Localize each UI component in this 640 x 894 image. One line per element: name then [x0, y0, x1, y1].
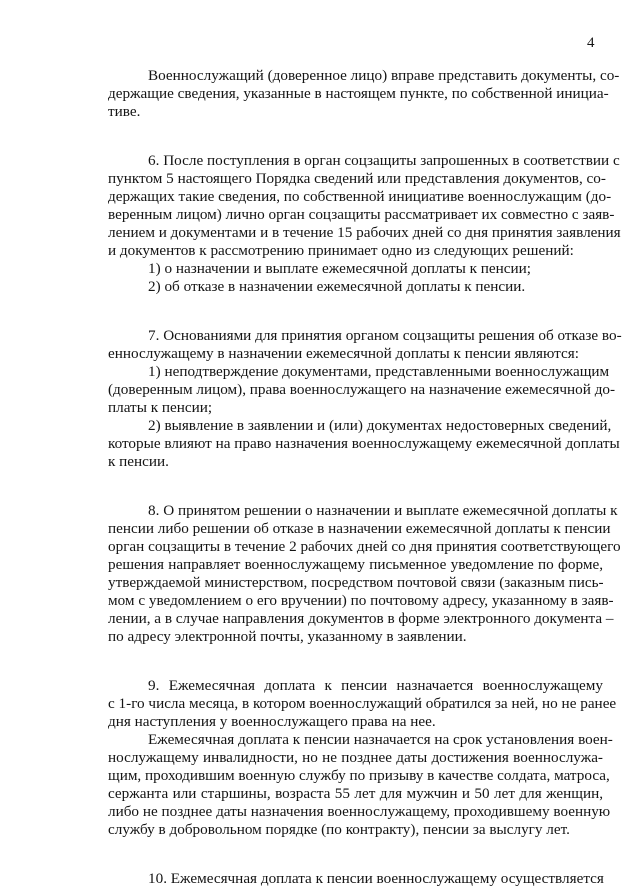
text-line: 2) выявление в заявлении и (или) документах недостоверных сведений, — [148, 417, 612, 434]
text-line: 9. Ежемесячная доплата к пенсии назначается военнослужащему — [148, 677, 603, 694]
text-line: 2) об отказе в назначении ежемесячной доплаты к пенсии. — [148, 278, 526, 295]
text-line: которые влияют на право назначения военнослужащему ежемесячной доплаты — [108, 435, 620, 452]
text-line: еннослужащему в назначении ежемесячной доплаты к пенсии являются: — [108, 345, 579, 362]
text-line: пенсии либо решении об отказе в назначении ежемесячной доплаты к пенсии — [108, 520, 611, 537]
text-line: по адресу электронной почты, указанному в заявлении. — [108, 628, 467, 645]
text-line: утверждаемой министерством, посредством почтовой связи (заказным пись- — [108, 574, 604, 591]
text-line: решения направляет военнослужащему письменное уведомление по форме, — [108, 556, 603, 573]
text-line: дня наступления у военнослужащего права на нее. — [108, 713, 436, 730]
text-line: 7. Основаниями для принятия органом соцзащиты решения об отказе во- — [148, 327, 622, 344]
text-line: 1) о назначении и выплате ежемесячной доплаты к пенсии; — [148, 260, 531, 277]
text-line: к пенсии. — [108, 453, 169, 470]
text-line: орган соцзащиты в течение 2 рабочих дней со дня принятия соответствующего — [108, 538, 621, 555]
text-line: лении, а в случае направления документов в форме электронного документа – — [108, 610, 614, 627]
text-line: с 1-го числа месяца, в котором военнослужащий обратился за ней, но не ранее — [108, 695, 617, 712]
text-line: 1) неподтверждение документами, представленными военнослужащим — [148, 363, 610, 380]
text-line: лением и документами и в течение 15 рабочих дней со дня принятия заявления — [108, 224, 621, 241]
text-line: Военнослужащий (доверенное лицо) вправе представить документы, со- — [148, 67, 620, 84]
text-line: пунктом 5 настоящего Порядка сведений или представления документов, со- — [108, 170, 606, 187]
text-line: веренным лицом) лично орган соцзащиты рассматривает их совместно с заяв- — [108, 206, 615, 223]
text-line: и документов к рассмотрению принимает одно из следующих решений: — [108, 242, 574, 259]
text-line: держащие сведения, указанные в настоящем пункте, по собственной инициа- — [108, 85, 609, 102]
text-line: тиве. — [108, 103, 141, 120]
text-line: (доверенным лицом), права военнослужащего на назначение ежемесячной до- — [108, 381, 616, 398]
text-line: 8. О принятом решении о назначении и выплате ежемесячной доплаты к — [148, 502, 618, 519]
text-line: 6. После поступления в орган соцзащиты запрошенных в соответствии с — [148, 152, 620, 169]
text-line: щим, проходившим военную службу по призыву в качестве солдата, матроса, — [108, 767, 610, 784]
text-line: нослужащему инвалидности, но не позднее даты достижения военнослужа- — [108, 749, 603, 766]
text-line: 10. Ежемесячная доплата к пенсии военнослужащему осуществляется — [148, 870, 604, 887]
text-line: либо не позднее даты назначения военнослужащему, проходившему военную — [108, 803, 611, 820]
text-line: службу в добровольном порядке (по контракту), пенсии за выслугу лет. — [108, 821, 570, 838]
text-line: сержанта или старшины, возраста 55 лет для мужчин и 50 лет для женщин, — [108, 785, 603, 802]
page-number: 4 — [587, 35, 595, 51]
text-line: держащих такие сведения, по собственной инициативе военнослужащим (до- — [108, 188, 612, 205]
text-line: платы к пенсии; — [108, 399, 213, 416]
text-line: мом с уведомлением о его вручении) по почтовому адресу, указанному в заяв- — [108, 592, 614, 609]
text-line: Ежемесячная доплата к пенсии назначается на срок установления воен- — [148, 731, 613, 748]
